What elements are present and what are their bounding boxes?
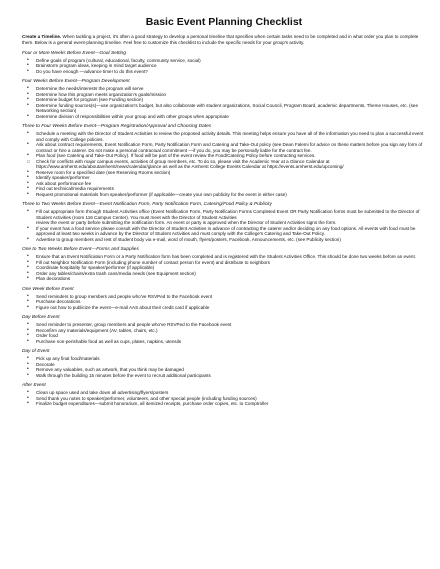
checklist-item: • Send reminder to presenter, group members and people who've RSVPed to the Facebook event	[36, 322, 426, 328]
checklist-item: • Walk through the building 15 minutes before the event to recruit additional participants	[36, 373, 426, 379]
section-heading: Three to Two Weeks Before Event—Event Notification Form, Party Notification Form, Catering/Food Policy & Publicity	[22, 202, 272, 208]
checklist-item: • Send thank you notes to speaker/performer, volunteers, and other special people (including funding sources)	[36, 396, 426, 402]
checklist-item: • Determine division of responsibilities within your group and with other groups when appropriate	[36, 114, 426, 120]
checklist-item: □ Check for conflicts with major campus events, activities of group members, etc. To do so, please visit the Academic Year at a Glance Calendar at https://www.amherst.edu/aboutamherst/news/calendar/glance as well as the Amherst College Events Calendar at https://events.amherst.edu/upcoming/	[36, 159, 426, 170]
checklist-item: • Determine budget for program (see Funding section)	[36, 97, 426, 103]
checklist-items	[22, 356, 426, 378]
checklist-items	[22, 58, 426, 75]
section-heading: One to Two Weeks Before Event—Forms and Supplies	[22, 247, 139, 253]
intro-paragraph	[22, 34, 426, 46]
checklist-item: • Reserve room for a specified date (see Reserving Rooms section)	[36, 170, 426, 176]
checklist-item: • Ask about performance fee	[36, 181, 426, 187]
timeline-section	[22, 349, 426, 378]
checklist-item: • Brainstorm program ideas, keeping in mind target audience	[36, 63, 426, 69]
timeline-section	[22, 383, 426, 407]
section-heading: Day of Event	[22, 349, 50, 355]
checklist-item: • Clean up space used and take down all advertising/flyers/posters	[36, 390, 426, 396]
timeline-section	[22, 247, 426, 282]
checklist-item: • Pick up any final food/materials	[36, 356, 426, 362]
section-heading: Four Weeks Before Event—Program Development	[22, 79, 130, 85]
checklist-item: • Remove any valuables, such as artwork, that you think may be damaged	[36, 367, 426, 373]
checklist-item: • Request promotional materials from speaker/performer (if applicable—create your own publicity for the event in either case)	[36, 192, 426, 198]
intro-lead: Create a Timeline.	[22, 34, 62, 39]
checklist-item: • Coordinate hospitality for speaker/performer (if applicable)	[36, 265, 426, 271]
checklist-item: • Ensure that an Event Notification Form or a Party Notification form has been completed and is registered with the Student Activities Office. This should be done two weeks before an event.	[36, 254, 426, 260]
checklist-item: • Fill out appropriate form through Student Activities office (Event Notification Form, Party Notification Forms Completed Event OR Party Notification forms must be submitted to the Director of Student Activities (room 116 Campus Center). You must meet with the Director of Student Activities	[36, 209, 426, 220]
checklist-item: • Do you have enough —advance time! to do this event?	[36, 69, 426, 75]
timeline-section	[22, 51, 426, 75]
checklist-items	[22, 209, 426, 242]
section-heading: Day Before Event	[22, 315, 60, 321]
checklist-items	[22, 254, 426, 282]
checklist-item: • Figure out how to publicize the event—e-mail AAS about their credit card if applicable	[36, 305, 426, 311]
checklist-item: • Finalize budget expenditures—submit honorarium, all itemized receipts, purchase order copies, etc. to Comptroller	[36, 401, 426, 407]
checklist-item: • Determine how this program meets organization's goals/mission	[36, 92, 426, 98]
checklist-sections	[22, 51, 426, 407]
checklist-item: • Identify speaker/performer	[36, 175, 426, 181]
checklist-item: • Plan decorations	[36, 276, 426, 282]
checklist-item: • If your event has a food service please consult with the Director of Student Activities in advance of contracting the caterer and/or deciding on any food options. All events with food must be approved at least two weeks in advance by the Director of Student Activities and must comply with the College's Catering and Take-Out Policy.	[36, 226, 426, 237]
checklist-item: • Order food	[36, 333, 426, 339]
checklist-item: • Reconfirm any materials/equipment (AV, tables, chairs, etc.)	[36, 328, 426, 334]
checklist-item: • Purchase non-perishable food as well as cups, plates, napkins, utensils	[36, 339, 426, 345]
checklist-item: review the event or party before submitting the notification form. An event or party is approved when the Director of Student Activities signs the form.	[36, 220, 337, 226]
checklist-item: • Determine the needs/interests the program will serve	[36, 86, 426, 92]
section-heading: Four or More Weeks Before Event—Goal Setting	[22, 50, 126, 56]
checklist-item: • Schedule a meeting with the Director of Student Activities to review the proposed activity details. This meeting helps ensure you have all of the information you need to plan a successful event and comply with College policies.	[36, 131, 426, 142]
timeline-section	[22, 79, 426, 119]
timeline-section	[22, 124, 426, 197]
section-heading: After Event	[22, 383, 46, 389]
checklist-item: • Determine funding sources(s)—use organization's budget, but also collaborate with student organizations, Social Council, Program Board, academic departments, Theme Houses, etc. (see Networking section)	[36, 103, 426, 114]
timeline-section	[22, 202, 426, 242]
document-title: Basic Event Planning Checklist	[145, 16, 303, 28]
timeline-section	[22, 315, 426, 344]
checklist-items	[22, 86, 426, 119]
checklist-item: • Define goals of program (cultural, educational, faculty, community service, social)	[36, 58, 426, 64]
checklist-item: • Advertise to group members and rest of student body via e-mail, word of mouth, flyers/posters, Facebook, Announcements, etc. (see Publicity section)	[36, 237, 426, 243]
checklist-items	[22, 390, 426, 407]
checklist-items	[22, 131, 426, 197]
timeline-section	[22, 287, 426, 311]
section-heading: One Week Before Event	[22, 286, 74, 292]
checklist-item: • Decorate	[36, 362, 426, 368]
checklist-item: • Find out technical/media requirements	[36, 186, 426, 192]
checklist-item: • Send reminders to group members and people who've RSVPed to the Facebook event	[36, 294, 426, 300]
checklist-items	[22, 322, 426, 344]
checklist-item: • Order any tables/chairs/extra trash cans/media needs (see Equipment section)	[36, 271, 426, 277]
checklist-items	[22, 294, 426, 311]
checklist-item: • Ask about contract requirements, Event Notification Form, Party Notification Form and Catering and Take-Out policy (see Dean Falemi for advice on these matters before you sign any form of contract or hire a caterer. Do not make a personal contractual commitment —if you do, you may be personally liable for the contract fee.	[36, 142, 426, 153]
intro-text: When tackling a project, it's often a good strategy to develop a personal timeline that specifies when certain tasks need to be completed and in what order you plan to complete them. Below is a general event-planning timeline. Feel free to customize this checklist to include the specific needs for your group's activity.	[22, 34, 419, 45]
checklist-item: • Fill out Neighbor Notification Form (including phone number of contact person for event) and distribute to neighbors	[36, 260, 426, 266]
checklist-item: • Purchase decorations	[36, 299, 426, 305]
checklist-item: • Plan food (see Catering and Take-Out Policy). If food will be part of the event review the Food/Catering Policy before contracting services.	[36, 153, 426, 159]
section-heading: Three to Four Weeks Before Event—Program Registration/Approval and Choosing Dates	[22, 124, 212, 130]
